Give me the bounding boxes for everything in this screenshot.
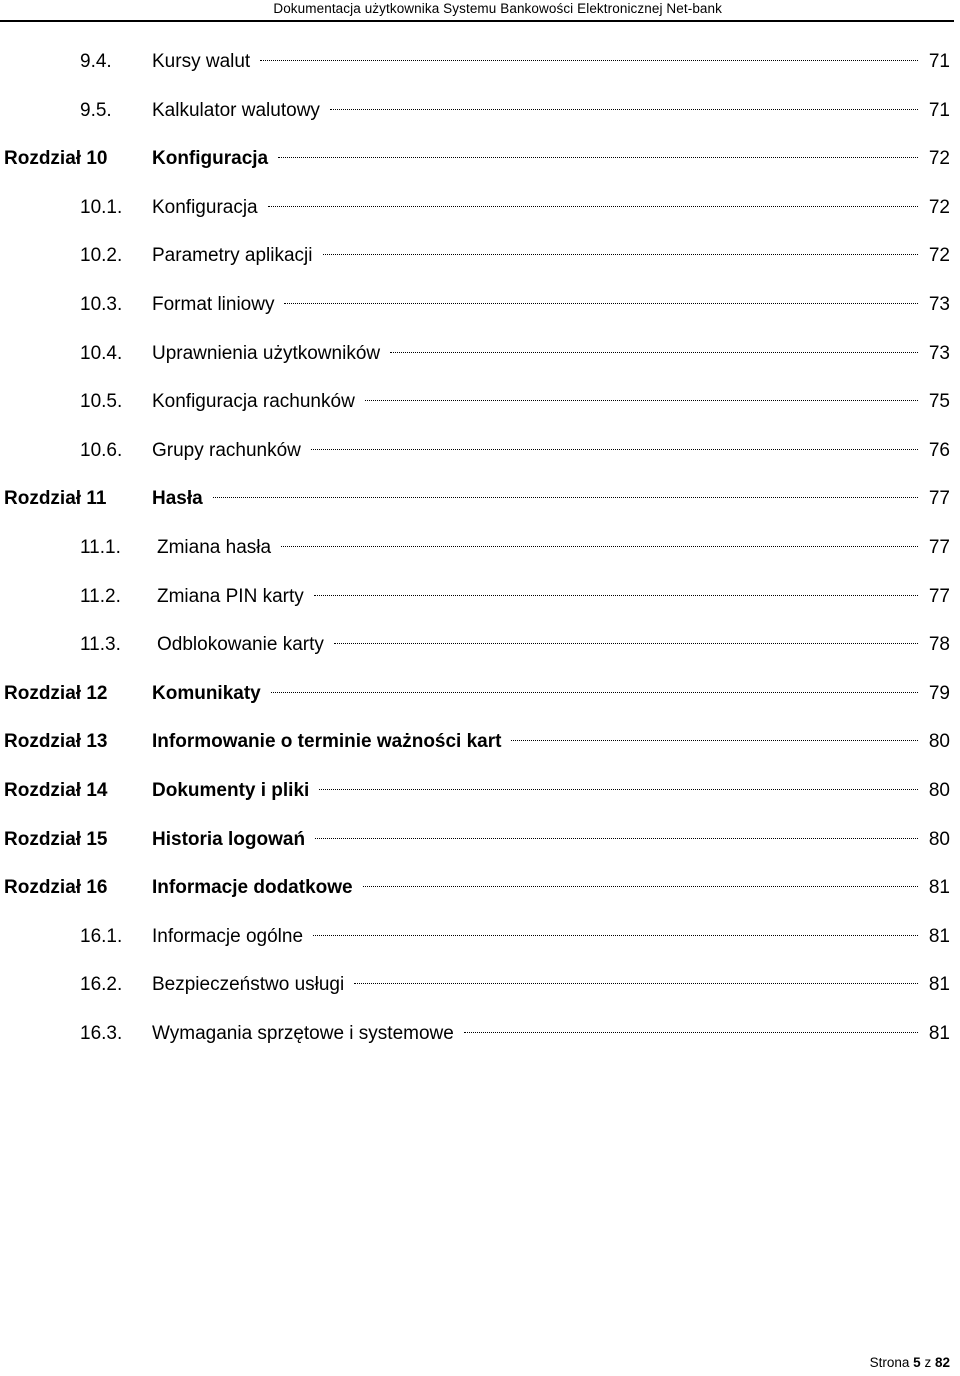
toc-entry-body (152, 872, 950, 904)
toc-dot-leader (330, 109, 918, 110)
toc-entry-body (152, 143, 950, 175)
toc-entry-title: Hasła (152, 488, 203, 510)
toc-entry-title: Kursy walut (152, 51, 251, 72)
toc-dot-leader (464, 1032, 918, 1033)
toc-entry-page: 80 (928, 731, 950, 753)
toc-entry-body (152, 338, 950, 370)
toc-entry-page: 73 (928, 342, 950, 364)
toc-entry-body (152, 726, 950, 758)
toc-entry-body (157, 532, 950, 564)
toc-entry-body (152, 240, 950, 272)
page-label: Strona (869, 1355, 910, 1370)
toc-entry-body (152, 46, 950, 78)
toc-entry-body (157, 629, 950, 661)
toc-entry-page: 72 (928, 245, 950, 267)
toc-dot-leader (313, 935, 918, 936)
toc-entry-page: 71 (928, 51, 950, 72)
toc-entry-title: Format liniowy (152, 294, 275, 315)
toc-entry-number: 9.5. (80, 99, 112, 121)
toc-entry-number: 10.3. (80, 294, 123, 315)
toc-entry-number: 10.6. (80, 439, 123, 461)
toc-entry-number: 16.2. (80, 974, 123, 996)
page-total: 82 (934, 1355, 950, 1370)
toc-entry-number: Rozdział 12 (4, 682, 108, 704)
toc-entry-body (152, 775, 950, 807)
toc-entry[interactable] (0, 386, 960, 418)
toc-entry-page: 81 (928, 877, 950, 899)
toc-entry-body (152, 921, 950, 953)
toc-entry-page: 80 (928, 828, 950, 850)
toc-entry[interactable] (0, 289, 960, 321)
toc-entry-page: 75 (928, 391, 950, 413)
toc-entry-title: Dokumenty i pliki (152, 780, 310, 801)
toc-entry-number: Rozdział 16 (4, 877, 108, 899)
toc-entry-body (157, 581, 950, 613)
toc-dot-leader (315, 838, 918, 839)
toc-entry-body (152, 386, 950, 418)
toc-entry-number: 16.1. (80, 925, 123, 947)
toc-entry-page: 78 (928, 634, 950, 656)
document-title: Dokumentacja użytkownika Systemu Bankowości Elektronicznej Net-bank (273, 1, 722, 16)
toc-entry-page: 79 (928, 682, 950, 704)
toc-entry[interactable] (0, 775, 960, 807)
toc-entry-number: Rozdział 13 (4, 731, 108, 753)
toc-entry-title: Komunikaty (152, 682, 261, 704)
toc-entry-number: 10.2. (80, 245, 123, 267)
toc-entry-title: Grupy rachunków (152, 439, 301, 461)
toc-dot-leader (268, 206, 918, 207)
toc-entry-body (152, 435, 950, 467)
toc-entry-number: 11.3. (80, 634, 121, 656)
toc-entry-title: Wymagania sprzętowe i systemowe (152, 1023, 454, 1044)
toc-entry-number: Rozdział 11 (4, 488, 107, 510)
toc-entry-number: Rozdział 15 (4, 828, 108, 850)
toc-entry-page: 80 (928, 780, 950, 801)
toc-entry-number: Rozdział 14 (4, 780, 108, 801)
toc-dot-leader (213, 497, 918, 498)
toc-dot-leader (323, 254, 919, 255)
toc-entry-number: 10.5. (80, 391, 123, 413)
toc-entry[interactable] (0, 969, 960, 1001)
toc-entry-page: 71 (928, 99, 950, 121)
toc-dot-leader (363, 886, 918, 887)
toc-entry-page: 72 (928, 148, 950, 170)
toc-entry-page: 81 (928, 925, 950, 947)
toc-entry-title: Informacje ogólne (152, 925, 304, 947)
toc-dot-leader (319, 789, 918, 790)
toc-entry[interactable] (0, 678, 960, 710)
toc-entry-body (152, 824, 950, 856)
toc-entry-title: Konfiguracja (152, 148, 269, 170)
toc-dot-leader (314, 595, 918, 596)
toc-entry-title: Konfiguracja rachunków (152, 391, 355, 413)
toc-entry-number: 10.1. (80, 196, 123, 218)
toc-entry[interactable] (0, 921, 960, 953)
toc-entry-number: 11.2. (80, 585, 121, 607)
toc-entry-body (152, 678, 950, 710)
toc-entry[interactable] (0, 581, 960, 613)
page-separator: z (924, 1355, 932, 1370)
toc-entry[interactable] (0, 143, 960, 175)
toc-entry-page: 81 (928, 974, 950, 996)
toc-dot-leader (281, 546, 918, 547)
toc-entry-page: 77 (928, 488, 950, 510)
toc-dot-leader (334, 643, 918, 644)
toc-entry-body (152, 95, 950, 127)
toc-entry-number: Rozdział 10 (4, 148, 108, 170)
page-current: 5 (913, 1355, 921, 1370)
toc-entry-title: Parametry aplikacji (152, 245, 313, 267)
toc-entry[interactable] (0, 192, 960, 224)
toc-dot-leader (260, 60, 918, 61)
toc-entry-page: 81 (928, 1023, 950, 1044)
toc-entry[interactable] (0, 95, 960, 127)
toc-entry-number: 11.1. (80, 537, 121, 558)
toc-entry[interactable] (0, 726, 960, 758)
toc-entry-number: 10.4. (80, 342, 123, 364)
toc-dot-leader (311, 449, 918, 450)
toc-entry[interactable] (0, 824, 960, 856)
toc-entry-body (152, 969, 950, 1001)
toc-entry-title: Bezpieczeństwo usługi (152, 974, 345, 996)
toc-entry-number: 16.3. (80, 1023, 123, 1044)
toc-entry-title: Zmiana PIN karty (157, 585, 304, 607)
toc-entry-body (152, 192, 950, 224)
toc-dot-leader (271, 692, 918, 693)
toc-entry[interactable] (0, 629, 960, 661)
page-footer (870, 1355, 950, 1370)
toc-entry-title: Informowanie o terminie ważności kart (152, 731, 502, 753)
toc-entry[interactable] (0, 532, 960, 564)
toc-entry-title: Kalkulator walutowy (152, 99, 320, 121)
toc-dot-leader (354, 983, 918, 984)
toc-dot-leader (511, 740, 918, 741)
toc-dot-leader (284, 303, 918, 304)
toc-entry[interactable] (0, 240, 960, 272)
toc-entry-page: 72 (928, 196, 950, 218)
toc-dot-leader (365, 400, 918, 401)
toc-entry[interactable] (0, 872, 960, 904)
toc-entry-body (152, 289, 950, 321)
header-divider (0, 20, 954, 22)
toc-entry-number: 9.4. (80, 51, 112, 72)
toc-entry-title: Odblokowanie karty (157, 634, 324, 656)
toc-entry-page: 73 (928, 294, 950, 315)
toc-entry[interactable] (0, 46, 960, 78)
toc-entry-body (152, 1018, 950, 1050)
toc-entry-title: Historia logowań (152, 828, 306, 850)
toc-dot-leader (390, 352, 918, 353)
toc-entry-title: Uprawnienia użytkowników (152, 342, 381, 364)
toc-entry-page: 76 (928, 439, 950, 461)
toc-entry[interactable] (0, 435, 960, 467)
toc-entry-title: Informacje dodatkowe (152, 877, 353, 899)
toc-entry-page: 77 (928, 585, 950, 607)
toc-entry-title: Zmiana hasła (157, 537, 272, 558)
page-header (0, 0, 960, 22)
toc-entry[interactable] (0, 1018, 960, 1050)
toc-entry-page: 77 (928, 537, 950, 558)
toc-entry-body (152, 483, 950, 515)
toc-entry[interactable] (0, 338, 960, 370)
toc-entry-title: Konfiguracja (152, 196, 258, 218)
toc-entry[interactable] (0, 483, 960, 515)
toc-dot-leader (278, 157, 918, 158)
